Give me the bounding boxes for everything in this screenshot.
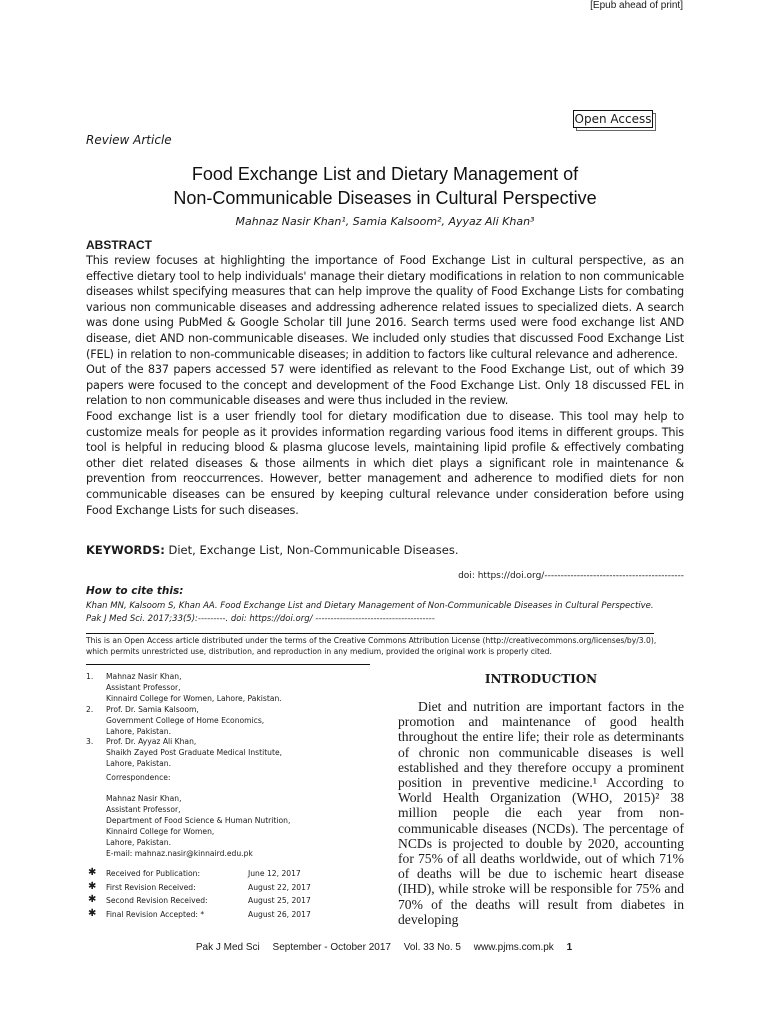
date-row: [86, 896, 376, 910]
introduction-text: Diet and nutrition are important factors in the promotion and maintenance of good health throughout the entire life; their role as determinants of chronic non communicable diseases is well established and they therefore occupy a prominent position in preventive medicine.¹ According to World Health Organization (WHO, 2015)² 38 million people die each year from non-communicable diseases (NCDs). The percentage of NCDs is projected to double by 2020, accounting for 75% of all deaths worldwide, out of which 71% of deaths will be due to ischemic heart disease (IHD), while stroke will be responsible for 75% and 70% of the deaths will result from diabetes in developing: [398, 699, 684, 927]
bullet-star-icon: ✱: [88, 880, 97, 892]
affiliation-line: Prof. Dr. Ayyaz Ali Khan,: [106, 737, 197, 747]
article-title: [86, 162, 684, 210]
keywords-label: KEYWORDS:: [86, 543, 165, 557]
date-row: [86, 880, 376, 897]
affiliation-line: Mahnaz Nasir Khan,: [106, 672, 182, 681]
abstract-paragraph-1: This review focuses at highlighting the importance of Food Exchange List in cultural perspective, as an effective dietary tool to help individuals' manage their dietary modifications in relation to non communicable diseases whilst specifying measures that can help improve the quality of Food Exchange Lists for combating various non communicable diseases and addressing adherence related issues to specialized diets. A search was done using PubMed & Google Scholar till June 2016. Search terms used were food exchange list AND disease, diet AND non-communicable diseases. We included only studies that discussed Food Exchange List (FEL) in relation to non-communicable diseases; in addition to factors like cultural relevance and adherence.: [86, 254, 684, 361]
divider: [86, 633, 654, 634]
footer-page-number: 1: [566, 942, 573, 953]
affiliation-number: 2.: [86, 704, 94, 714]
affiliation-line: Government College of Home Economics,: [106, 715, 265, 725]
epub-label: [Epub ahead of print]: [590, 0, 683, 11]
affiliation-line: Shaikh Zayed Post Graduate Medical Institute,: [106, 748, 283, 758]
footer-url[interactable]: www.pjms.com.pk: [473, 942, 554, 953]
affiliation-line: Lahore, Pakistan.: [106, 726, 172, 736]
correspondence-line: Lahore, Pakistan.: [106, 837, 172, 847]
citation-line-2: Pak J Med Sci. 2017;33(5):---------. doi: https://doi.org/ ---------------------------------------: [86, 614, 435, 624]
affiliation-number: 1.: [86, 672, 94, 681]
keywords-text: Diet, Exchange List, Non-Communicable Diseases.: [164, 543, 459, 557]
date-value: August 25, 2017: [248, 896, 311, 905]
correspondence-line: Mahnaz Nasir Khan,: [106, 794, 182, 804]
license-line-1: This is an Open Access article distributed under the terms of the Creative Commons Attribution License (http://creativecommons.org/licenses/by/3.0),: [86, 636, 657, 645]
correspondence-line: Assistant Professor,: [106, 804, 181, 814]
page-footer: [0, 942, 768, 953]
title-line-2: Non-Communicable Diseases in Cultural Perspective: [173, 188, 597, 208]
abstract-body: [86, 253, 684, 518]
affiliation-number: 3.: [86, 737, 94, 747]
license-notice: [86, 635, 686, 657]
citation: [86, 600, 686, 626]
footer-journal: Pak J Med Sci: [195, 942, 260, 953]
bullet-star-icon: ✱: [88, 907, 97, 919]
title-line-1: Food Exchange List and Dietary Management of: [191, 164, 579, 184]
date-row: [86, 869, 376, 883]
affiliation-line: Kinnaird College for Women, Lahore, Pakistan.: [106, 693, 282, 703]
doi-line: doi: https://doi.org/-------------------------------------------: [458, 571, 684, 581]
date-label: First Revision Received:: [106, 882, 196, 892]
correspondence-line: Kinnaird College for Women,: [106, 826, 215, 836]
affiliation-line: Assistant Professor,: [106, 682, 181, 692]
citation-line-1: Khan MN, Kalsoom S, Khan AA. Food Exchange List and Dietary Management of Non-Communicable Diseases in Cultural Perspective.: [86, 601, 654, 611]
bullet-star-icon: ✱: [88, 867, 97, 878]
footer-issue: September - October 2017: [272, 942, 391, 953]
correspondence-line: Department of Food Science & Human Nutrition,: [106, 815, 291, 825]
bullet-star-icon: ✱: [88, 894, 97, 905]
abstract-paragraph-2: Out of the 837 papers accessed 57 were identified as relevant to the Food Exchange List, out of which 39 papers were focused to the concept and development of the Food Exchange List. Only 18 discussed FEL in relation to non communicable diseases and were thus included in the review.: [86, 363, 684, 408]
correspondence-email: E-mail: mahnaz.nasir@kinnaird.edu.pk: [106, 848, 253, 858]
publication-dates: [86, 869, 376, 923]
introduction-heading: INTRODUCTION: [484, 672, 598, 686]
affiliation-item: [86, 737, 376, 770]
date-value: August 22, 2017: [248, 882, 311, 892]
article-type: Review Article: [86, 133, 172, 147]
license-line-2: which permits unrestricted use, distribution, and reproduction in any medium, provided the original work is properly cited.: [86, 647, 552, 656]
open-access-badge: Open Access: [574, 112, 652, 126]
cite-heading: How to cite this:: [86, 585, 184, 597]
date-value: June 12, 2017: [248, 869, 301, 878]
footer-volume: Vol. 33 No. 5: [403, 942, 461, 953]
abstract-paragraph-3: Food exchange list is a user friendly tool for dietary modification due to disease. This tool may help to customize meals for people as it provides information regarding various food items in different groups. This tool is helpful in reducing blood & plasma glucose levels, maintaining lipid profile & effectively combating other diet related diseases & those ailments in which diet plays a significant role in maintenance & prevention from reoccurrences. However, better management and adherence to modified diets for non communicable diseases can be ensured by keeping cultural relevance under consideration before using Food Exchange Lists for such diseases.: [86, 409, 684, 517]
abstract-heading: ABSTRACT: [86, 238, 152, 252]
affiliation-item: [86, 672, 376, 705]
footnote-divider: [86, 664, 370, 665]
correspondence-label: Correspondence:: [106, 773, 171, 783]
date-label: Final Revision Accepted: *: [106, 909, 205, 919]
date-row: [86, 907, 376, 924]
affiliations: [86, 672, 376, 860]
date-label: Second Revision Received:: [106, 896, 208, 905]
author-list: Mahnaz Nasir Khan¹, Samia Kalsoom², Ayyaz Ali Khan³: [235, 215, 535, 228]
keywords: [86, 543, 459, 557]
date-label: Received for Publication:: [106, 869, 201, 878]
affiliation-item: [86, 705, 376, 738]
date-value: August 26, 2017: [248, 909, 311, 919]
affiliation-line: Prof. Dr. Samia Kalsoom,: [106, 704, 199, 714]
affiliation-line: Lahore, Pakistan.: [106, 759, 172, 769]
